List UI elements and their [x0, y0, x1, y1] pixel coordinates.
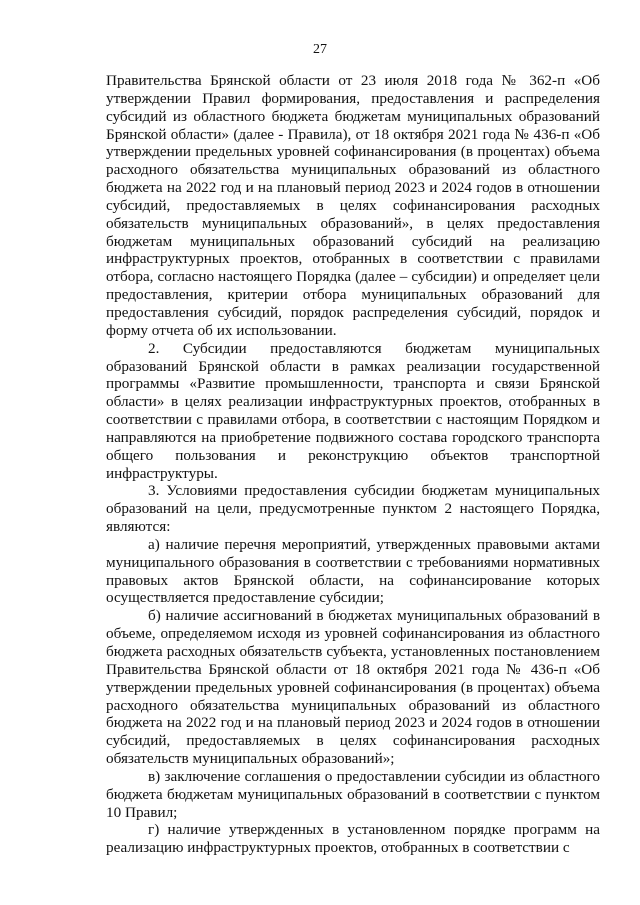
paragraph-item-3g: г) наличие утвержденных в установленном порядке программ на реализацию инфраструктурных проектов, отобранных в соответствии с	[106, 821, 600, 857]
paragraph-item-3v: в) заключение соглашения о предоставлении субсидии из областного бюджета бюджетам муниципальных образований в соответствии с пунктом 10 Правил;	[106, 767, 600, 821]
document-body	[106, 72, 600, 857]
paragraph-item-2: 2. Субсидии предоставляются бюджетам муниципальных образований Брянской области в рамках реализации государственной программы «Развитие промышленности, транспорта и связи Брянской области» в целях реализации инфраструктурных проектов, отобранных в соответствии с правилами отбора, в соответствии с настоящим Порядком и направляются на приобретение подвижного состава городского транспорта общего пользования и реконструкцию объектов транспортной инфраструктуры.	[106, 339, 600, 482]
paragraph-item-3a: а) наличие перечня мероприятий, утвержденных правовыми актами муниципального образования в соответствии с требованиями нормативных правовых актов Брянской области, на софинансирование которых осуществляется предоставление субсидии;	[106, 535, 600, 607]
paragraph-intro: Правительства Брянской области от 23 июля 2018 года № 362-п «Об утверждении Правил формирования, предоставления и распределения субсидий из областного бюджета бюджетам муниципальных образований Брянской области» (далее - Правила), от 18 октября 2021 года № 436-п «Об утверждении предельных уровней софинансирования (в процентах) объема расходного обязательства муниципальных образований из областного бюджета на 2022 год и на плановый период 2023 и 2024 годов в отношении субсидий, предоставляемых в целях софинансирования расходных обязательств муниципальных образований», в целях предоставления бюджетам муниципальных образований субсидий на реализацию инфраструктурных проектов, отобранных в соответствии с правилами отбора, согласно настоящего Порядка (далее – субсидии) и определяет цели предоставления, критерии отбора муниципальных образований для предоставления субсидий, порядок распределения субсидий, порядок и форму отчета об их использовании.	[106, 72, 600, 339]
page-number: 27	[313, 42, 327, 57]
paragraph-item-3: 3. Условиями предоставления субсидии бюджетам муниципальных образований на цели, предусмотренные пунктом 2 настоящего Порядка, являются:	[106, 482, 600, 536]
paragraph-item-3b: б) наличие ассигнований в бюджетах муниципальных образований в объеме, определяемом исходя из уровней софинансирования из областного бюджета расходных обязательств субъекта, установленных постановлением Правительства Брянской области от 18 октября 2021 года № 436-п «Об утверждении предельных уровней софинансирования (в процентах) объема расходного обязательства муниципальных образований из областного бюджета на 2022 год и на плановый период 2023 и 2024 годов в отношении субсидий, предоставляемых в целях софинансирования расходных обязательств муниципальных образований»;	[106, 607, 600, 768]
